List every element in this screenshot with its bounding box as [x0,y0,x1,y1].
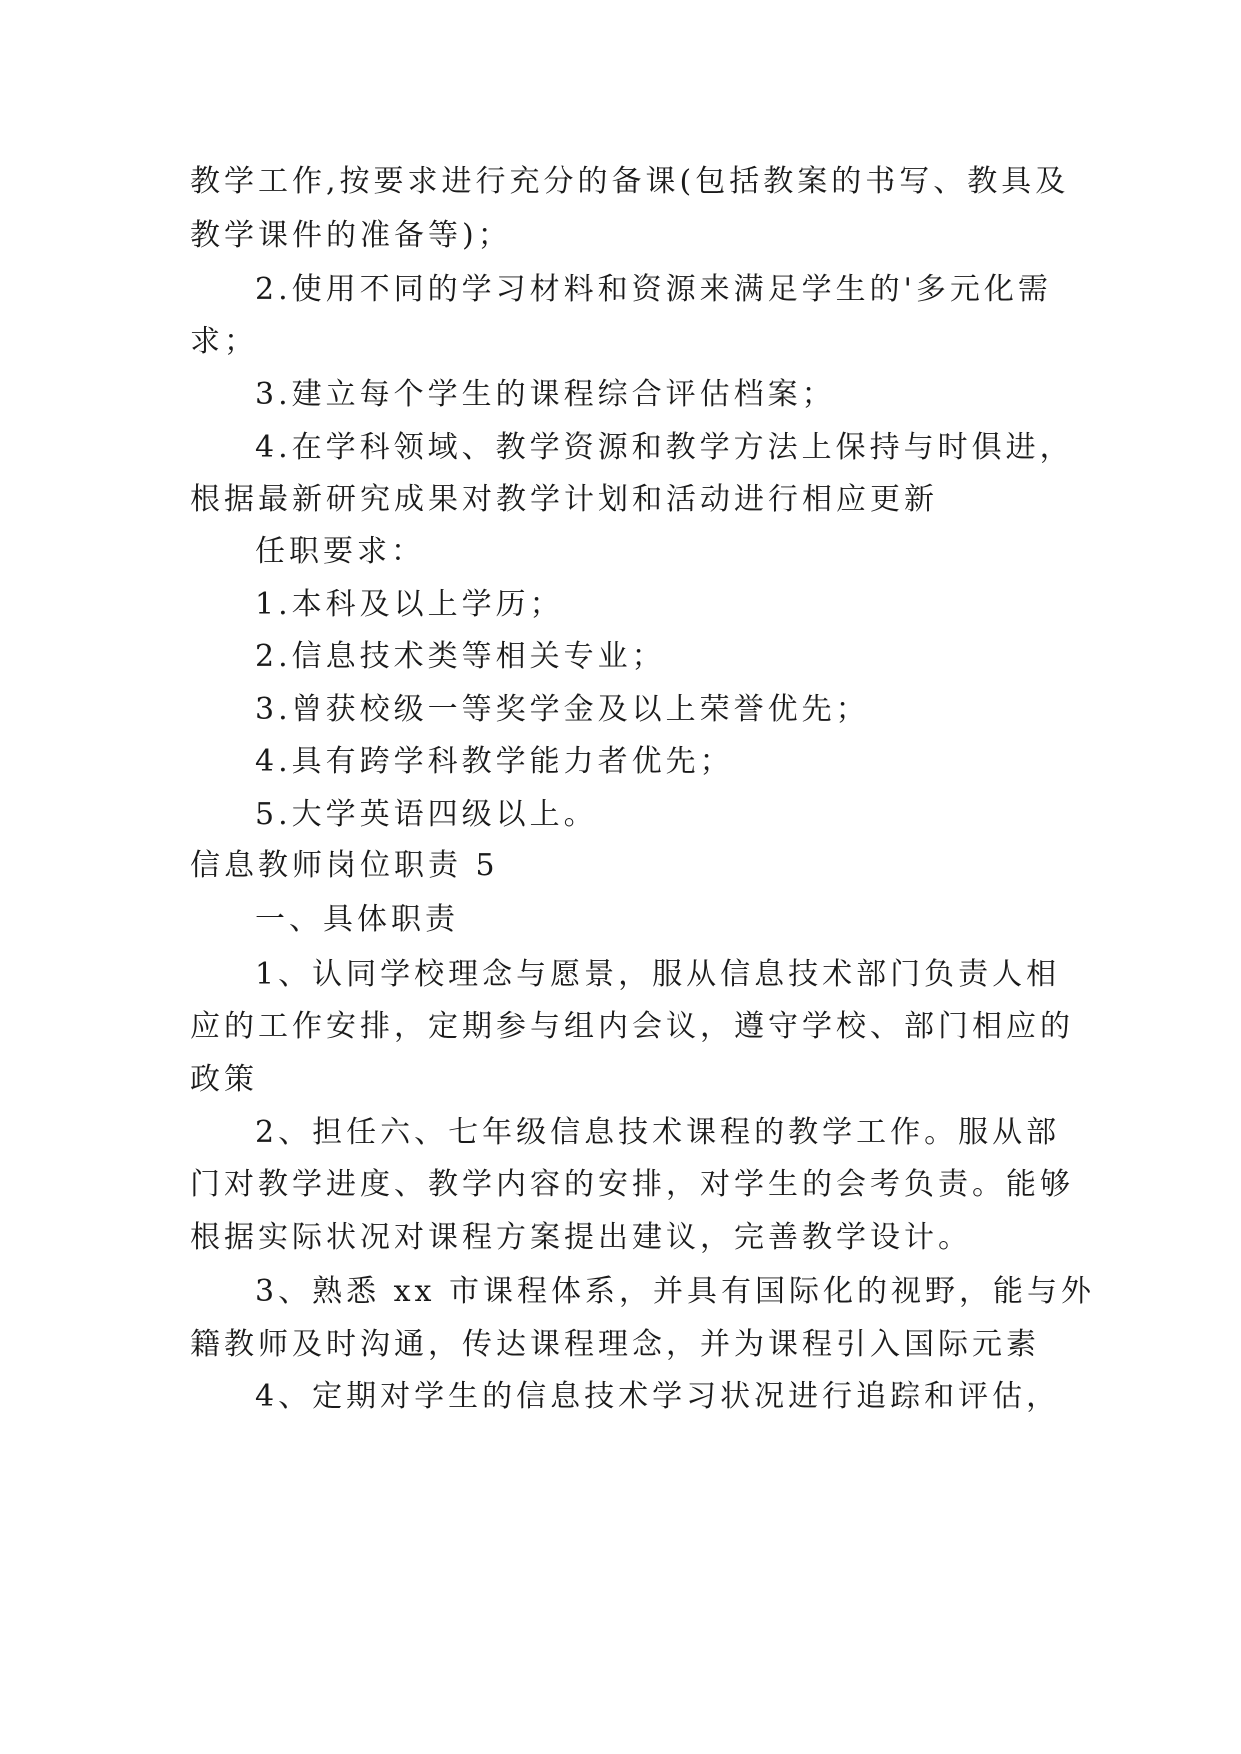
list-item: 4.具有跨学科教学能力者优先； [255,744,734,779]
body-text-line: 求； [190,324,258,359]
list-item: 3、熟悉 xx 市课程体系，并具有国际化的视野，能与外 [255,1274,1095,1309]
list-item: 3.曾获校级一等奖学金及以上荣誉优先； [255,692,870,727]
list-item: 4.在学科领域、教学资源和教学方法上保持与时俱进， [255,430,1074,465]
section-heading: 一、具体职责 [255,902,459,937]
list-item: 1.本科及以上学历； [255,587,564,622]
body-text-line: 应的工作安排，定期参与组内会议，遵守学校、部门相应的 [190,1009,1074,1044]
list-item: 2.信息技术类等相关专业； [255,639,666,674]
body-text-line: 政策 [190,1062,258,1097]
section-heading: 任职要求： [255,534,425,569]
body-text-line: 根据实际状况对课程方案提出建议，完善教学设计。 [190,1220,972,1255]
body-text-line: 教学工作,按要求进行充分的备课(包括教案的书写、教具及 [190,164,1070,199]
body-text-line: 门对教学进度、教学内容的安排，对学生的会考负责。能够 [190,1167,1074,1202]
list-item: 4、定期对学生的信息技术学习状况进行追踪和评估， [255,1379,1061,1414]
body-text-line: 根据最新研究成果对教学计划和活动进行相应更新 [190,482,938,517]
body-text-line: 籍教师及时沟通，传达课程理念，并为课程引入国际元素 [190,1327,1040,1362]
list-item: 3.建立每个学生的课程综合评估档案； [255,377,836,412]
list-item: 2、担任六、七年级信息技术课程的教学工作。服从部 [255,1115,1061,1150]
list-item: 1、认同学校理念与愿景，服从信息技术部门负责人相 [255,957,1061,992]
body-text-line: 教学课件的准备等)； [190,218,512,253]
document-title: 信息教师岗位职责 5 [190,848,499,883]
list-item: 5.大学英语四级以上。 [255,797,598,832]
list-item: 2.使用不同的学习材料和资源来满足学生的'多元化需 [255,272,1052,307]
